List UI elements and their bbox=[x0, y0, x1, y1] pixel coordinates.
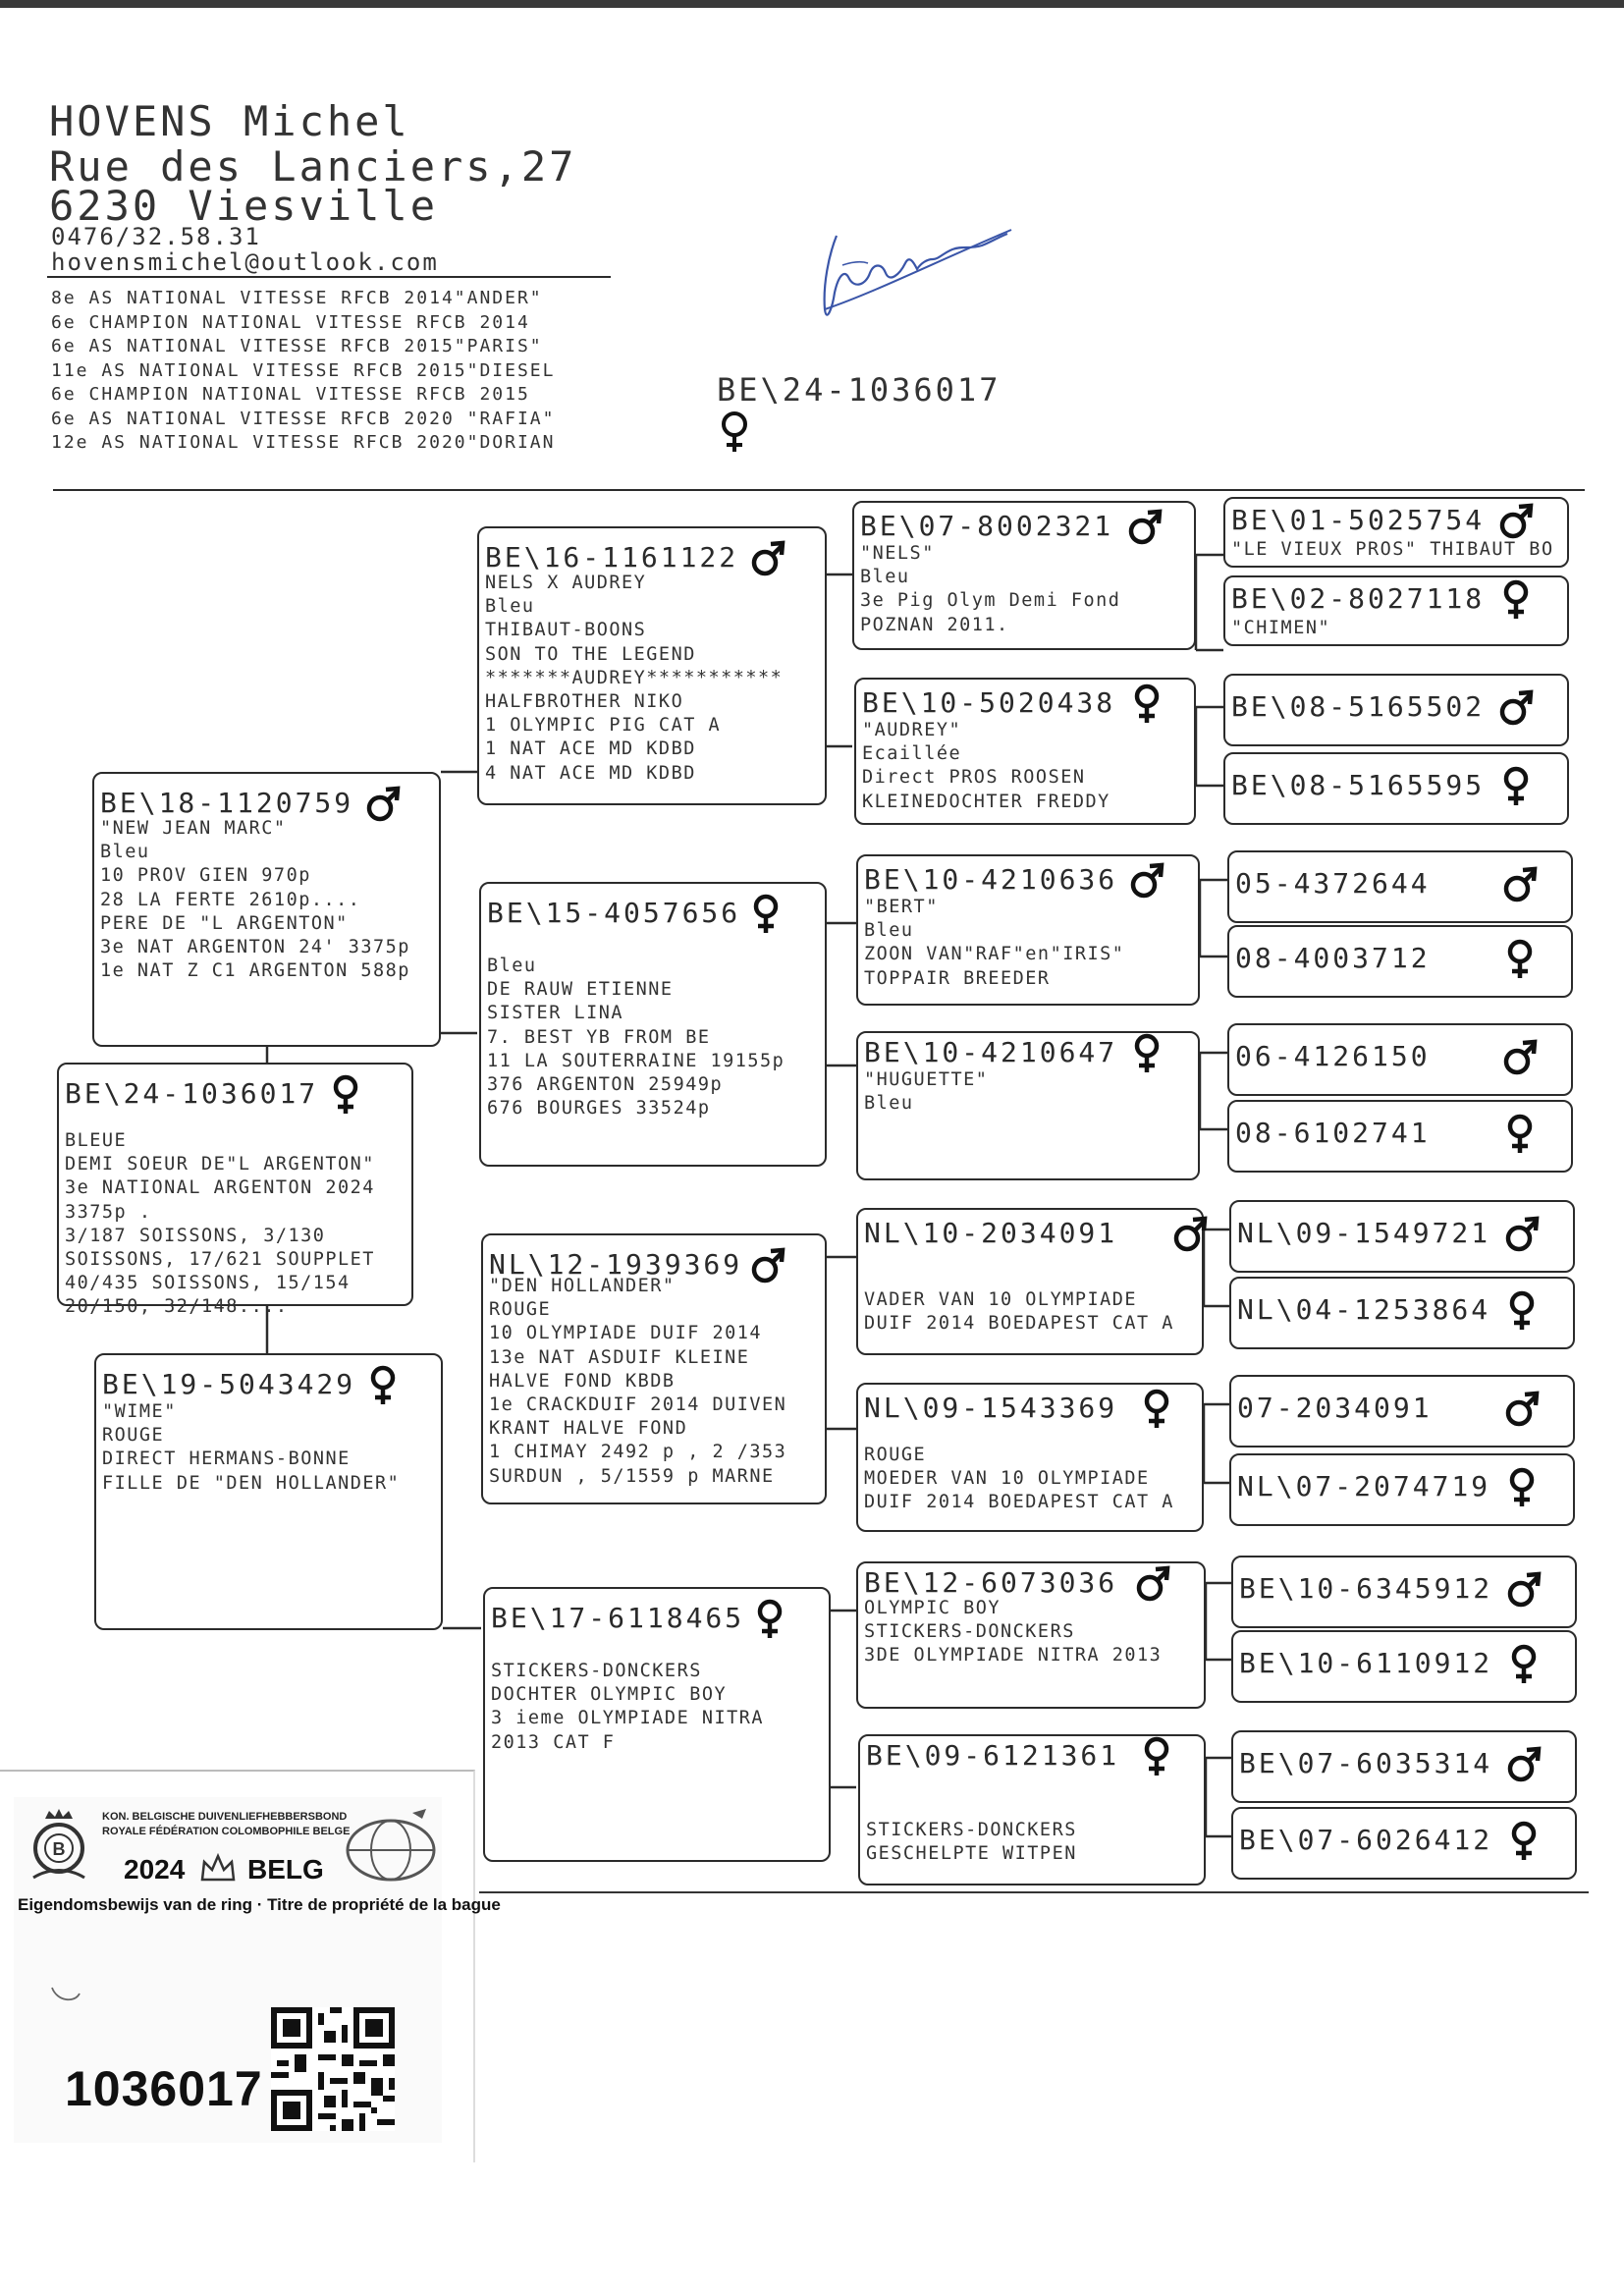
detail-line: SON TO THE LEGEND bbox=[485, 643, 696, 665]
male-symbol-icon bbox=[1506, 1744, 1542, 1785]
pigeon-box-dss bbox=[856, 1208, 1204, 1355]
detail-line: 11 LA SOUTERRAINE 19155p bbox=[487, 1050, 785, 1071]
female-symbol-icon bbox=[1502, 1114, 1538, 1155]
ancestor-box-gen4 bbox=[1223, 575, 1569, 646]
male-symbol-icon bbox=[1504, 1214, 1540, 1255]
ancestor-box-gen4 bbox=[1227, 925, 1573, 998]
ring-number: BE\24-1036017 bbox=[65, 1077, 319, 1110]
ring-country: BELG bbox=[247, 1854, 324, 1885]
detail-line: 1 OLYMPIC PIG CAT A bbox=[485, 715, 722, 737]
pigeon-details bbox=[864, 896, 1124, 991]
male-symbol-icon bbox=[1127, 507, 1163, 548]
female-symbol-icon bbox=[1139, 1389, 1174, 1430]
pigeon-box-dds bbox=[856, 1561, 1206, 1709]
detail-line: GESCHELPTE WITPEN bbox=[866, 1843, 1077, 1865]
ring-card-body bbox=[14, 1797, 501, 2143]
ring-number: 05-4372644 bbox=[1235, 867, 1431, 900]
pigeon-box-sss bbox=[852, 501, 1196, 650]
detail-line: 20/150, 32/148.... bbox=[65, 1296, 289, 1318]
ring-number: BE\01-5025754 bbox=[1231, 504, 1486, 536]
detail-line: ROUGE bbox=[864, 1445, 927, 1465]
detail-line: BLEUE bbox=[65, 1130, 128, 1151]
detail-line: KRANT HALVE FOND bbox=[489, 1418, 688, 1440]
pigeon-details bbox=[864, 1068, 988, 1116]
ancestor-box-gen4 bbox=[1231, 1556, 1577, 1628]
detail-line: 3DE OLYMPIADE NITRA 2013 bbox=[864, 1645, 1163, 1667]
detail-line: 3 ieme OLYMPIADE NITRA bbox=[491, 1708, 765, 1729]
pigeon-box-sire bbox=[92, 772, 441, 1047]
ring-number: BE\10-6110912 bbox=[1239, 1647, 1493, 1679]
detail-line: NELS X AUDREY bbox=[485, 573, 647, 593]
detail-line: 676 BOURGES 33524p bbox=[487, 1098, 711, 1120]
detail-line: DOCHTER OLYMPIC BOY bbox=[491, 1684, 728, 1706]
detail-line: 1e NAT Z C1 ARGENTON 588p bbox=[100, 960, 410, 982]
pigeon-box-sd bbox=[479, 882, 827, 1167]
detail-line: 4 NAT ACE MD KDBD bbox=[485, 762, 696, 784]
punch-hole-icon bbox=[49, 1984, 82, 2005]
detail-line: HALVE FOND KBDB bbox=[489, 1370, 676, 1392]
pigeon-details bbox=[864, 1597, 1162, 1668]
detail-line: TOPPAIR BREEDER bbox=[864, 967, 1051, 989]
pigeon-details bbox=[862, 719, 1110, 814]
ring-card-title: Eigendomsbewijs van de ring · Titre de propriété de la bague bbox=[18, 1895, 501, 1914]
ring-number: BE\02-8027118 bbox=[1231, 582, 1486, 615]
pigeon-details bbox=[100, 817, 410, 983]
qr-code-icon bbox=[271, 2007, 395, 2131]
detail-line: 2013 CAT F bbox=[491, 1731, 616, 1753]
ring-number: 06-4126150 bbox=[1235, 1040, 1431, 1072]
federation-name-fr: ROYALE FÉDÉRATION COLOMBOPHILE BELGE bbox=[102, 1826, 351, 1837]
detail-line: Ecaillée bbox=[862, 743, 962, 765]
detail-line: "DEN HOLLANDER" bbox=[489, 1276, 676, 1296]
detail-line: "AUDREY" bbox=[862, 720, 962, 740]
pigeon-details bbox=[864, 1288, 1174, 1336]
ring-number: BE\18-1120759 bbox=[100, 787, 354, 819]
ancestor-box-gen4 bbox=[1223, 674, 1569, 746]
female-symbol-icon bbox=[1504, 1290, 1540, 1332]
pigeon-details bbox=[866, 1819, 1077, 1866]
detail-line: ZOON VAN"RAF"en"IRIS" bbox=[864, 944, 1125, 965]
female-symbol-icon bbox=[1498, 766, 1534, 807]
detail-line: 28 LA FERTE 2610p.... bbox=[100, 889, 361, 910]
ring-number: 1036017 bbox=[65, 2061, 263, 2116]
ancestor-box-gen4 bbox=[1227, 850, 1573, 923]
detail-line: DEMI SOEUR DE"L ARGENTON" bbox=[65, 1154, 375, 1175]
pigeon-box-sds bbox=[856, 854, 1200, 1006]
detail-line: DIRECT HERMANS-BONNE bbox=[102, 1448, 351, 1470]
detail-line: PERE DE "L ARGENTON" bbox=[100, 912, 349, 934]
detail-line: "NEW JEAN MARC" bbox=[100, 818, 287, 839]
ancestor-box-gen4 bbox=[1231, 1807, 1577, 1880]
ancestor-box-gen4 bbox=[1223, 752, 1569, 825]
detail-line: 376 ARGENTON 25949p bbox=[487, 1073, 724, 1095]
detail-line: VADER VAN 10 OLYMPIADE bbox=[864, 1289, 1138, 1310]
ancestor-box-gen4 bbox=[1231, 1730, 1577, 1803]
ancestor-box-gen4 bbox=[1227, 1100, 1573, 1173]
subject-ring-header: BE\24-1036017 bbox=[717, 371, 1001, 409]
detail-line: STICKERS-DONCKERS bbox=[866, 1820, 1077, 1840]
detail-line: SURDUN , 5/1559 p MARNE bbox=[489, 1465, 775, 1487]
ring-number: BE\09-6121361 bbox=[866, 1739, 1120, 1772]
ring-number: BE\07-8002321 bbox=[860, 510, 1114, 542]
female-symbol-icon bbox=[1502, 939, 1538, 980]
detail-line: STICKERS-DONCKERS bbox=[491, 1661, 702, 1681]
detail-line: "NELS" bbox=[860, 543, 935, 564]
ring-number: NL\12-1939369 bbox=[489, 1248, 743, 1281]
federation-name-nl: KON. BELGISCHE DUIVENLIEFHEBBERSBOND bbox=[102, 1811, 348, 1823]
pigeon-details bbox=[485, 572, 783, 786]
ring-number: BE\08-5165502 bbox=[1231, 690, 1486, 723]
detail-line: SISTER LINA bbox=[487, 1003, 624, 1024]
pigeon-details bbox=[489, 1276, 787, 1489]
ring-number: BE\07-6035314 bbox=[1239, 1747, 1493, 1779]
owner-phone: 0476/32.58.31 bbox=[51, 223, 261, 250]
ancestor-box-gen4 bbox=[1229, 1453, 1575, 1526]
detail-line: 1 CHIMAY 2492 p , 2 /353 bbox=[489, 1442, 787, 1463]
pigeon-box-ssd bbox=[854, 678, 1196, 825]
achievement-line: 12e AS NATIONAL VITESSE RFCB 2020"DORIAN bbox=[51, 432, 556, 453]
male-symbol-icon bbox=[1506, 1569, 1542, 1611]
detail-line: DUIF 2014 BOEDAPEST CAT A bbox=[864, 1492, 1174, 1513]
ancestor-box-gen4 bbox=[1229, 1200, 1575, 1273]
detail-line: Direct PROS ROOSEN bbox=[862, 767, 1086, 789]
female-symbol-icon bbox=[752, 1599, 787, 1640]
achievement-line: 6e AS NATIONAL VITESSE RFCB 2020 "RAFIA" bbox=[51, 408, 556, 429]
ring-year: 2024 bbox=[124, 1854, 186, 1885]
ring-number: 08-4003712 bbox=[1235, 942, 1431, 974]
achievement-line: 11e AS NATIONAL VITESSE RFCB 2015"DIESEL bbox=[51, 359, 556, 381]
detail-line: KLEINEDOCHTER FREDDY bbox=[862, 791, 1110, 812]
ring-ownership-card bbox=[0, 1770, 501, 2162]
detail-line: HALFBROTHER NIKO bbox=[485, 690, 684, 712]
detail-line: ROUGE bbox=[489, 1299, 552, 1321]
detail-line: 40/435 SOISSONS, 15/154 bbox=[65, 1273, 351, 1294]
pigeon-details bbox=[864, 1444, 1174, 1515]
detail-line: STICKERS-DONCKERS bbox=[864, 1621, 1075, 1643]
male-symbol-icon bbox=[1502, 864, 1538, 905]
owner-street: Rue des Lanciers,27 bbox=[49, 142, 577, 191]
male-symbol-icon bbox=[1498, 501, 1534, 542]
detail-line: "BERT" bbox=[864, 897, 939, 917]
pigeon-box-subject bbox=[57, 1063, 413, 1318]
ancestor-note: "CHIMEN" bbox=[1231, 618, 1331, 638]
detail-line: Bleu bbox=[864, 1093, 914, 1115]
ring-number: BE\19-5043429 bbox=[102, 1368, 356, 1400]
pigeon-box-ds bbox=[481, 1233, 827, 1504]
detail-line: 7. BEST YB FROM BE bbox=[487, 1026, 711, 1048]
detail-line: THIBAUT-BOONS bbox=[485, 620, 647, 641]
ancestor-box-gen4 bbox=[1229, 1375, 1575, 1448]
detail-line: DE RAUW ETIENNE bbox=[487, 979, 674, 1001]
male-symbol-icon bbox=[1498, 687, 1534, 729]
ring-number: NL\09-1549721 bbox=[1237, 1217, 1491, 1249]
female-symbol-icon bbox=[748, 894, 784, 935]
ring-number: BE\16-1161122 bbox=[485, 541, 739, 574]
male-symbol-icon bbox=[1504, 1389, 1540, 1430]
detail-line: MOEDER VAN 10 OLYMPIADE bbox=[864, 1468, 1150, 1490]
detail-line: 1 NAT ACE MD KDBD bbox=[485, 738, 696, 760]
ancestor-box-gen4 bbox=[1227, 1023, 1573, 1096]
detail-line: SOISSONS, 17/621 SOUPPLET bbox=[65, 1248, 375, 1270]
owner-name: HOVENS Michel bbox=[49, 97, 410, 145]
detail-line: Bleu bbox=[487, 956, 537, 976]
pigeon-box-dsd bbox=[856, 1383, 1204, 1532]
detail-line: POZNAN 2011. bbox=[860, 614, 1009, 635]
achievement-line: 8e AS NATIONAL VITESSE RFCB 2014"ANDER" bbox=[51, 288, 543, 308]
detail-line: 10 PROV GIEN 970p bbox=[100, 865, 311, 887]
detail-line: 13e NAT ASDUIF KLEINE bbox=[489, 1346, 750, 1368]
detail-line: 3/187 SOISSONS, 3/130 bbox=[65, 1225, 326, 1246]
detail-line: Bleu bbox=[485, 596, 535, 618]
detail-line: ROUGE bbox=[102, 1425, 165, 1447]
federation-logo-icon bbox=[20, 1799, 98, 1897]
ring-number: 07-2034091 bbox=[1237, 1392, 1433, 1424]
female-symbol-icon bbox=[328, 1074, 363, 1116]
female-symbol-icon bbox=[1498, 579, 1534, 621]
ring-number: NL\10-2034091 bbox=[864, 1217, 1118, 1249]
svg-text:B: B bbox=[52, 1839, 66, 1859]
detail-line: 3e NATIONAL ARGENTON 2024 bbox=[65, 1177, 375, 1199]
detail-line: 3375p . bbox=[65, 1201, 152, 1223]
detail-line: "HUGUETTE" bbox=[864, 1069, 989, 1090]
pigeon-details bbox=[65, 1129, 375, 1320]
detail-line: *******AUDREY*********** bbox=[485, 667, 784, 688]
pedigree-bottom-rule bbox=[479, 1891, 1589, 1893]
ring-number: BE\10-4210647 bbox=[864, 1036, 1118, 1068]
globe-logo-icon bbox=[344, 1805, 440, 1884]
detail-line: Bleu bbox=[864, 920, 914, 942]
pigeon-details bbox=[860, 542, 1120, 637]
ring-number: BE\10-6345912 bbox=[1239, 1572, 1493, 1605]
detail-line: 1e CRACKDUIF 2014 DUIVEN bbox=[489, 1393, 787, 1415]
detail-line: DUIF 2014 BOEDAPEST CAT A bbox=[864, 1313, 1174, 1335]
ring-number: NL\09-1543369 bbox=[864, 1392, 1118, 1424]
ring-number: BE\12-6073036 bbox=[864, 1566, 1118, 1599]
pigeon-box-dd bbox=[483, 1587, 831, 1862]
pigeon-details bbox=[491, 1660, 764, 1755]
ancestor-note: "LE VIEUX PROS" THIBAUT BO bbox=[1231, 539, 1554, 560]
detail-line: Bleu bbox=[860, 567, 910, 588]
achievement-line: 6e CHAMPION NATIONAL VITESSE RFCB 2014 bbox=[51, 311, 530, 333]
detail-line: 3e Pig Olym Demi Fond bbox=[860, 590, 1121, 612]
ancestor-box-gen4 bbox=[1223, 497, 1569, 568]
pigeon-box-ss bbox=[477, 526, 827, 805]
ancestor-box-gen4 bbox=[1229, 1277, 1575, 1349]
ring-number: NL\04-1253864 bbox=[1237, 1293, 1491, 1326]
female-symbol-icon bbox=[1506, 1821, 1542, 1862]
pigeon-box-sdd bbox=[856, 1031, 1200, 1180]
female-symbol-icon bbox=[1506, 1644, 1542, 1685]
ring-number: BE\17-6118465 bbox=[491, 1602, 745, 1634]
achievement-line: 6e CHAMPION NATIONAL VITESSE RFCB 2015 bbox=[51, 384, 530, 405]
female-symbol-icon bbox=[1129, 1033, 1164, 1074]
detail-line: FILLE DE "DEN HOLLANDER" bbox=[102, 1472, 401, 1494]
pigeon-details bbox=[487, 955, 785, 1120]
ring-number: BE\15-4057656 bbox=[487, 897, 741, 929]
ring-number: BE\07-6026412 bbox=[1239, 1824, 1493, 1856]
achievement-line: 6e AS NATIONAL VITESSE RFCB 2015"PARIS" bbox=[51, 336, 543, 356]
detail-line: OLYMPIC BOY bbox=[864, 1598, 1001, 1618]
detail-line: "WIME" bbox=[102, 1401, 177, 1422]
female-symbol-icon bbox=[1129, 683, 1164, 725]
male-symbol-icon bbox=[1172, 1214, 1208, 1255]
male-symbol-icon bbox=[1129, 860, 1164, 902]
female-symbol-icon bbox=[1504, 1467, 1540, 1508]
ring-number: BE\08-5165595 bbox=[1231, 769, 1486, 801]
ancestor-box-gen4 bbox=[1231, 1630, 1577, 1703]
owner-city: 6230 Viesville bbox=[49, 182, 439, 230]
owner-email: hovensmichel@outlook.com bbox=[51, 248, 439, 276]
pigeon-details bbox=[102, 1400, 400, 1496]
male-symbol-icon bbox=[1502, 1037, 1538, 1078]
pigeon-box-ddd bbox=[858, 1734, 1206, 1885]
ring-number: BE\10-4210636 bbox=[864, 863, 1118, 896]
crown-icon bbox=[198, 1850, 238, 1885]
ring-number: NL\07-2074719 bbox=[1237, 1470, 1491, 1503]
detail-line: Bleu bbox=[100, 842, 150, 863]
pigeon-box-dam bbox=[94, 1353, 443, 1630]
detail-line: 3e NAT ARGENTON 24' 3375p bbox=[100, 936, 410, 957]
female-symbol-icon bbox=[1139, 1736, 1174, 1777]
detail-line: 10 OLYMPIADE DUIF 2014 bbox=[489, 1323, 763, 1344]
ring-number: 08-6102741 bbox=[1235, 1117, 1431, 1149]
ring-number: BE\10-5020438 bbox=[862, 686, 1116, 719]
